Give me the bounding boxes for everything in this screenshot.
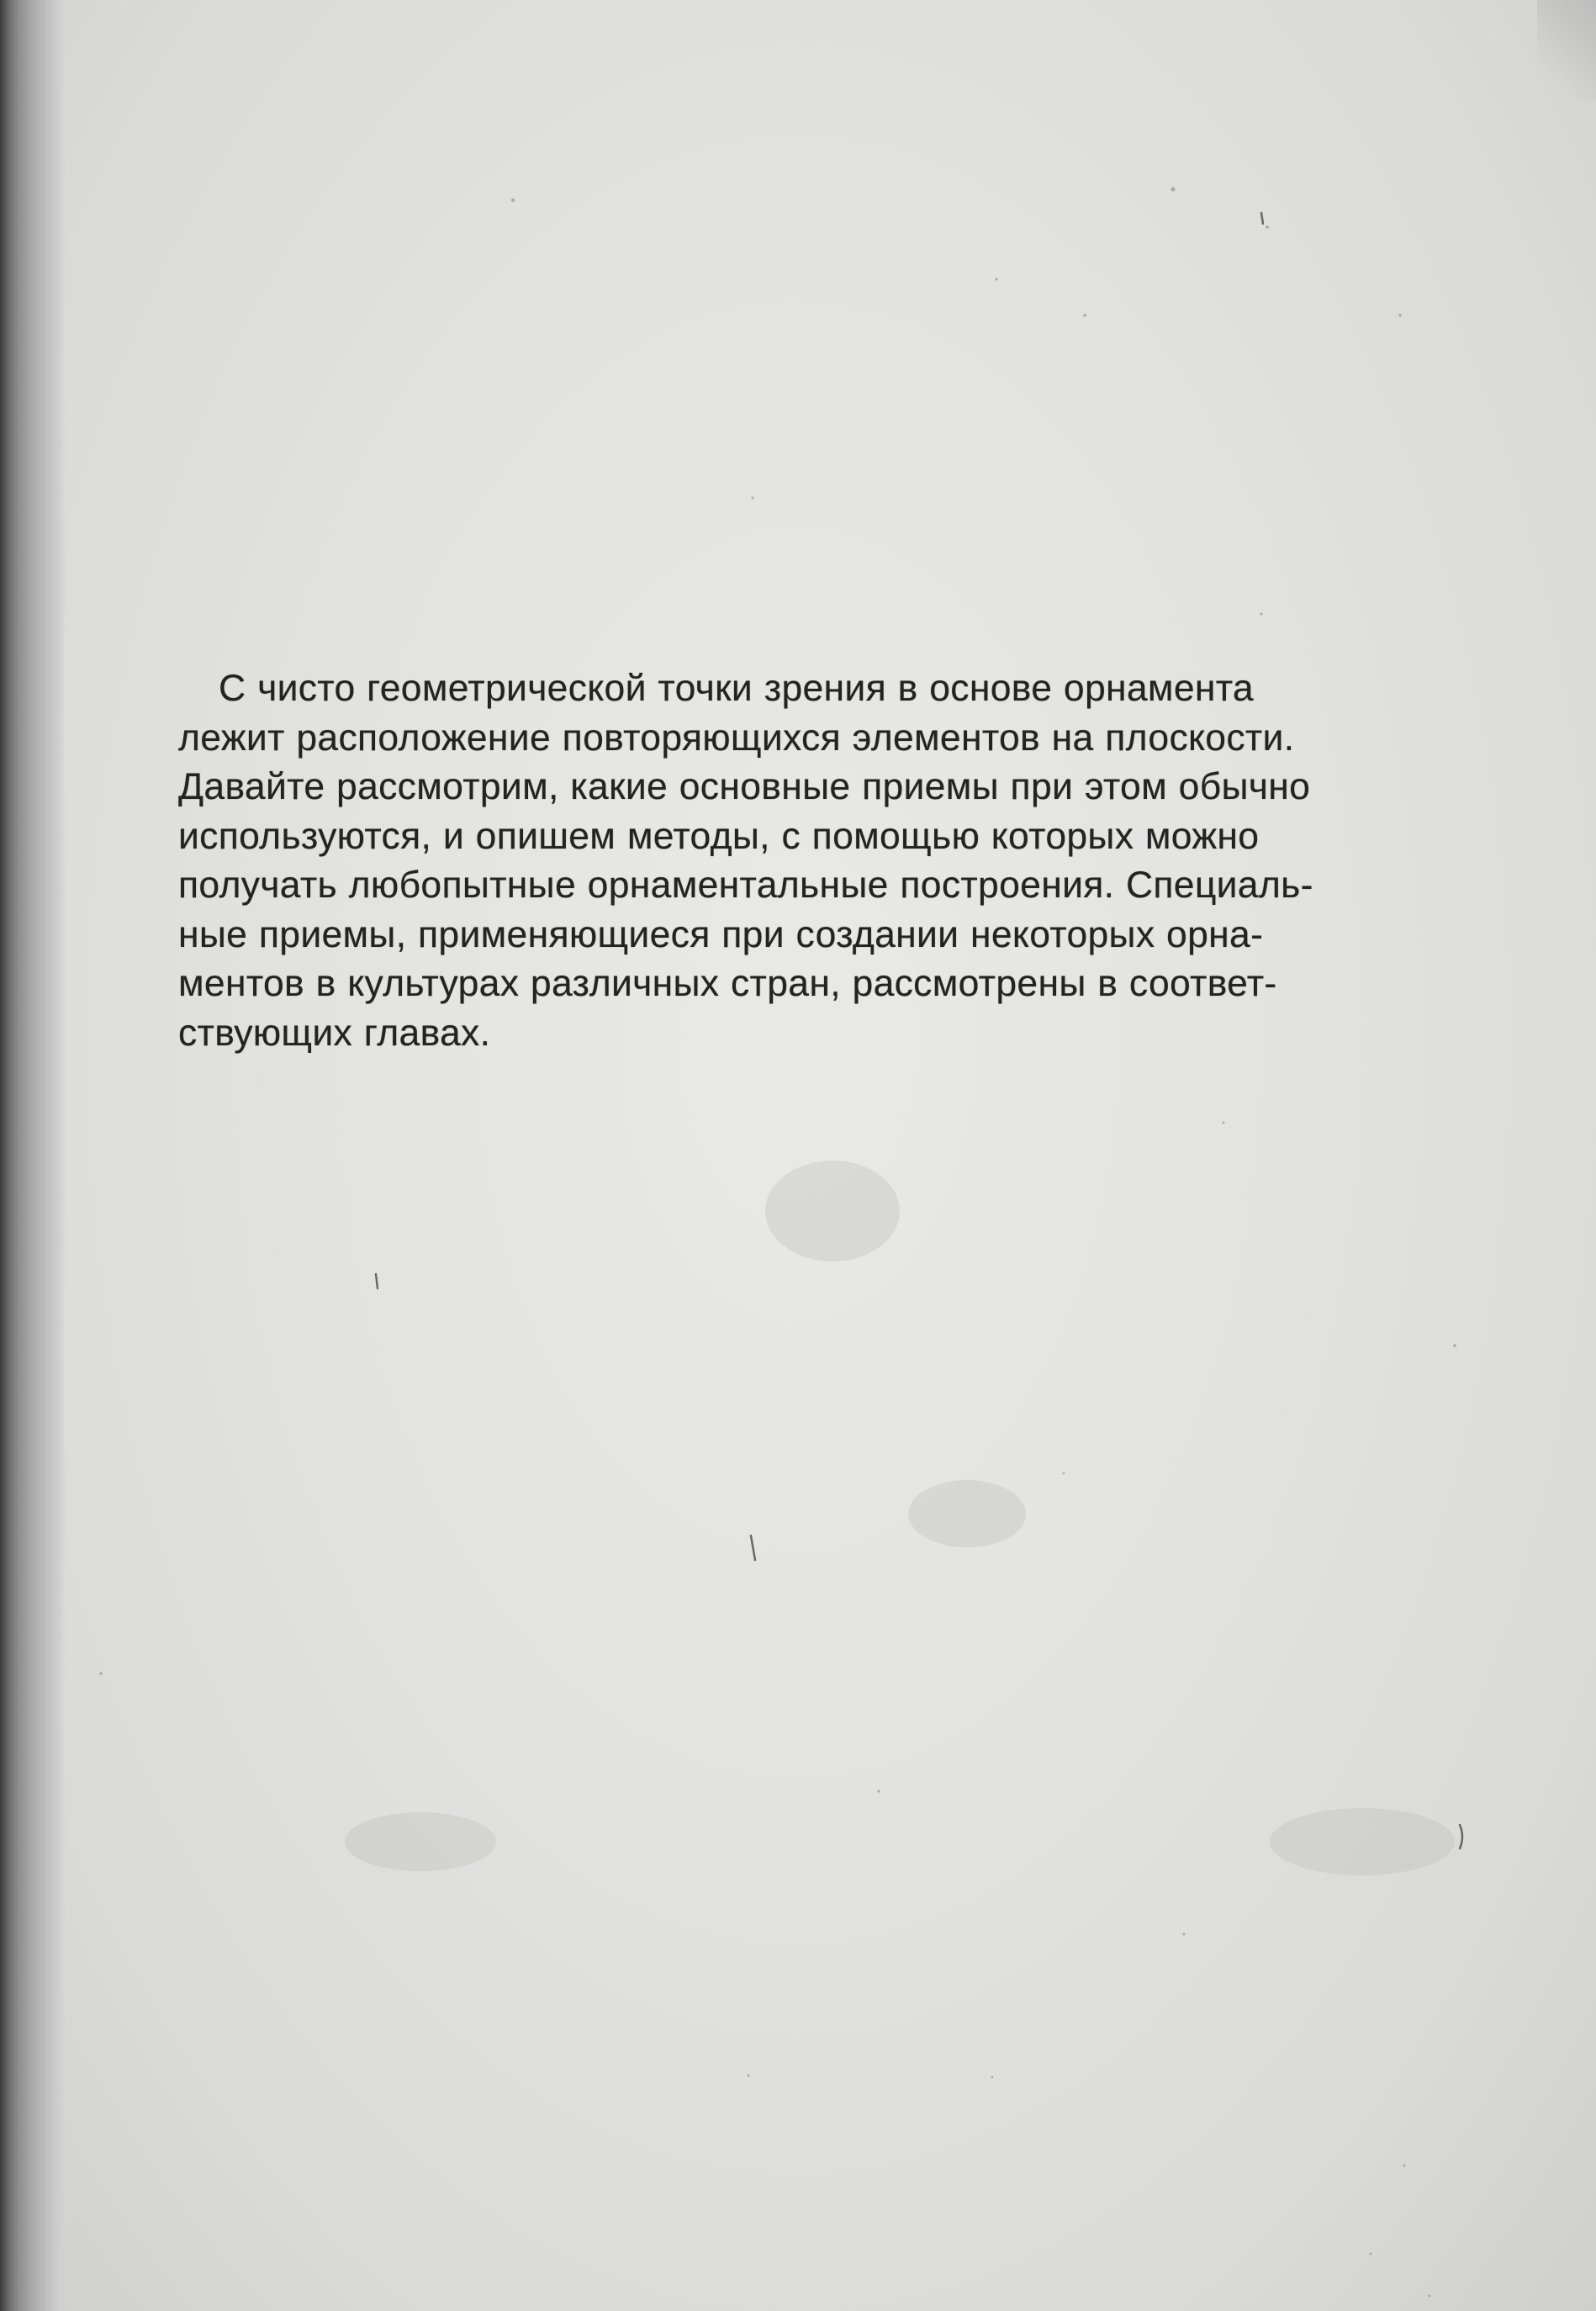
paragraph-line: лежит расположение повторяющихся элементов на плоскости. <box>178 717 1295 759</box>
paragraph-line: получать любопытные орнаментальные построения. Специаль- <box>178 865 1313 906</box>
paragraph-line: ные приемы, применяющиеся при создании некоторых орна- <box>178 913 1264 955</box>
corner-shadow <box>1537 0 1596 101</box>
body-paragraph <box>178 664 1473 1058</box>
paragraph-line: Давайте рассмотрим, какие основные приемы при этом обычно <box>178 766 1311 807</box>
paragraph-line: ствующих главах. <box>178 1012 491 1054</box>
book-spine-edge <box>0 0 66 2311</box>
paragraph-line: С чисто геометрической точки зрения в основе орнамента <box>219 668 1254 709</box>
paragraph-line: ментов в культурах различных стран, рассмотрены в соответ- <box>178 963 1277 1004</box>
paragraph-line: используются, и опишем методы, с помощью которых можно <box>178 815 1260 857</box>
